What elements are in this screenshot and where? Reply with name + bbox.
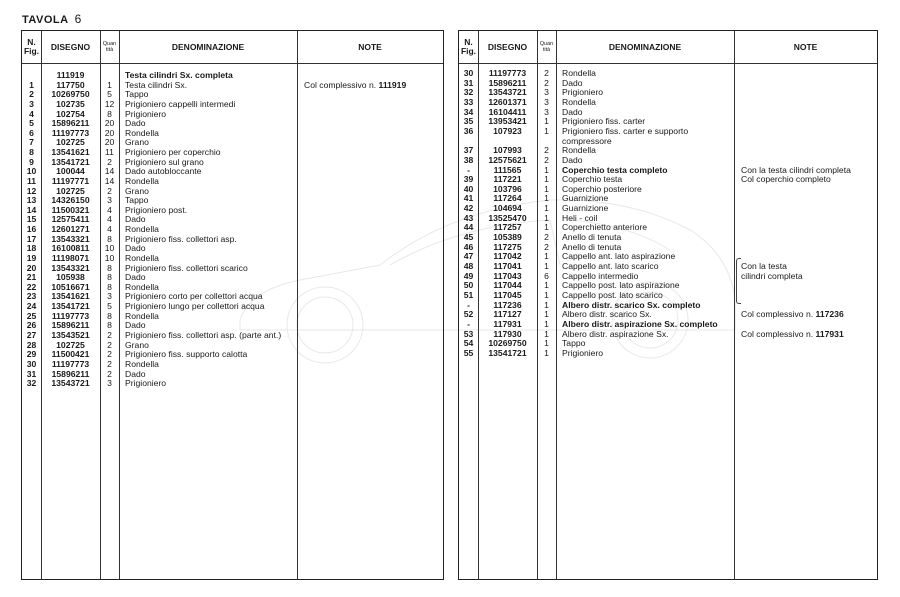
fig-cell: 36 — [463, 125, 474, 136]
qty-cell: 8 — [107, 272, 112, 283]
disegno-cell: 14326150 — [51, 195, 90, 206]
fig-cell: 6 — [29, 127, 34, 138]
disegno-cell: 102725 — [56, 185, 85, 196]
qty-cell: 2 — [107, 330, 112, 340]
qty-cell: 11 — [105, 147, 114, 158]
disegno-cell: 11197773 — [51, 127, 90, 138]
disegno-cell: 111565 — [493, 164, 522, 175]
note-cell: Col complessivo n. 117236 — [741, 309, 844, 320]
table-row — [22, 129, 443, 139]
parts-table-right — [458, 30, 878, 580]
denominazione-cell: Albero distr. scarico Sx. completo — [562, 299, 701, 310]
note-bracket — [736, 258, 741, 304]
qty-cell: 5 — [107, 301, 112, 312]
disegno-cell: 102735 — [56, 98, 85, 109]
denominazione-cell: Rondella — [562, 145, 596, 156]
fig-cell: 55 — [463, 347, 474, 358]
denominazione-cell: Prigioniero — [562, 87, 604, 98]
header-qty: Quan tità — [539, 41, 554, 53]
fig-cell: 31 — [26, 368, 37, 379]
qty-cell: 12 — [104, 98, 115, 109]
denominazione-cell: Anello di tenuta — [562, 232, 622, 243]
parts-table-left — [21, 30, 444, 580]
fig-cell: 17 — [26, 233, 37, 244]
disegno-cell: 12575621 — [488, 154, 527, 165]
disegno-cell: 102754 — [56, 108, 85, 119]
qty-cell: 3 — [544, 87, 549, 98]
disegno-cell: 13543721 — [488, 87, 527, 98]
note-cell: cilindri completa — [741, 270, 803, 281]
table-row — [459, 349, 877, 359]
fig-cell: 27 — [26, 330, 37, 340]
disegno-cell: 13541721 — [51, 301, 90, 312]
disegno-cell: 12575411 — [51, 214, 90, 225]
table-row — [22, 177, 443, 187]
qty-cell: 4 — [107, 204, 112, 215]
qty-cell: 10 — [104, 252, 115, 263]
disegno-cell: 13541621 — [51, 291, 90, 302]
denominazione-cell: Grano — [125, 137, 149, 148]
denominazione-cell: Prigioniero fiss. collettori asp. — [125, 233, 237, 244]
qty-cell: 1 — [544, 193, 549, 204]
disegno-cell: 107923 — [493, 125, 522, 136]
fig-cell: 18 — [26, 243, 37, 254]
denominazione-cell: Rondella — [125, 310, 159, 321]
fig-cell: 21 — [26, 272, 37, 283]
fig-cell: 11 — [26, 175, 37, 186]
qty-cell: 8 — [107, 310, 112, 321]
fig-cell: 41 — [463, 193, 474, 204]
qty-cell: 1 — [544, 164, 549, 175]
denominazione-cell: Coperchio posteriore — [562, 183, 642, 194]
qty-cell: 20 — [104, 137, 115, 148]
note-cell: Con la testa — [741, 261, 787, 271]
fig-cell: 42 — [463, 203, 474, 214]
qty-cell: 14 — [104, 166, 115, 177]
qty-cell: 20 — [104, 118, 115, 129]
denominazione-cell: Rondella — [125, 127, 159, 138]
header-qty: Quan tità — [102, 41, 117, 53]
disegno-cell: 15896211 — [51, 320, 90, 331]
disegno-cell: 107993 — [493, 145, 522, 156]
disegno-cell: 11500421 — [51, 349, 90, 360]
fig-cell: 12 — [26, 185, 37, 196]
fig-cell: 31 — [463, 77, 474, 88]
fig-cell: 8 — [29, 147, 34, 158]
denominazione-cell: Guarnizione — [562, 193, 609, 204]
disegno-cell: 105938 — [56, 272, 85, 283]
fig-cell: 37 — [463, 145, 474, 156]
denominazione-cell: Dado autobloccante — [125, 166, 202, 177]
qty-cell: 8 — [107, 320, 112, 331]
denominazione-cell: Prigioniero fiss. collettori scarico — [125, 262, 248, 273]
denominazione-cell: Coperchio testa completo — [562, 164, 668, 175]
note-reference-number: 111919 — [378, 79, 407, 90]
disegno-cell: 117044 — [493, 280, 522, 291]
fig-cell: 34 — [463, 106, 474, 117]
table-row — [22, 100, 443, 110]
qty-cell: 1 — [544, 347, 549, 358]
disegno-cell: 13543721 — [51, 378, 90, 389]
table-row — [22, 264, 443, 274]
qty-cell: 1 — [544, 203, 549, 214]
note-reference-number: 117931 — [815, 328, 844, 339]
disegno-cell: 11198071 — [51, 252, 90, 263]
fig-cell: 26 — [26, 320, 37, 331]
fig-cell: 45 — [463, 232, 474, 243]
denominazione-cell: Grano — [125, 185, 149, 196]
qty-cell: 14 — [104, 175, 115, 186]
disegno-cell: 11197773 — [51, 310, 90, 321]
denominazione-cell: Dado — [125, 272, 146, 283]
disegno-cell: 11197773 — [51, 358, 90, 369]
denominazione-cell: Dado — [125, 243, 146, 254]
fig-cell: 2 — [29, 89, 34, 100]
disegno-cell: 117264 — [493, 193, 522, 204]
fig-cell: 24 — [26, 301, 37, 312]
qty-cell: 4 — [107, 224, 112, 235]
denominazione-cell: Albero distr. aspirazione Sx. completo — [562, 318, 718, 329]
header-fig: N. Fig. — [23, 37, 40, 56]
disegno-cell: 13541721 — [488, 347, 527, 358]
fig-cell: 30 — [463, 68, 474, 78]
qty-cell: 2 — [107, 368, 112, 379]
header-note: NOTE — [793, 41, 818, 52]
disegno-cell: 100044 — [56, 166, 85, 177]
fig-cell: 4 — [29, 108, 34, 119]
denominazione-cell: Prigioniero corto per collettori acqua — [125, 291, 263, 302]
fig-cell: 7 — [29, 137, 34, 148]
fig-cell: 28 — [26, 339, 37, 350]
disegno-cell: 117236 — [493, 299, 522, 310]
denominazione-cell: Prigioniero fiss. carter — [562, 116, 646, 127]
qty-cell: 2 — [107, 358, 112, 369]
qty-cell: 1 — [544, 289, 549, 300]
denominazione-cell: Cappello ant. lato scarico — [562, 261, 659, 271]
qty-cell: 10 — [104, 243, 115, 254]
qty-cell: 3 — [544, 96, 549, 107]
fig-cell: 47 — [463, 251, 474, 262]
fig-cell: - — [467, 318, 470, 329]
fig-cell: 32 — [26, 378, 37, 389]
qty-cell: 2 — [544, 145, 549, 156]
fig-cell: 35 — [463, 116, 474, 127]
qty-cell: 1 — [544, 174, 549, 185]
disegno-cell: 105389 — [493, 232, 522, 243]
qty-cell: 2 — [107, 349, 112, 360]
disegno-cell: 16104411 — [488, 106, 527, 117]
fig-cell: 40 — [463, 183, 474, 194]
denominazione-cell: Coperchio testa — [562, 174, 623, 185]
disegno-cell: 12601271 — [51, 224, 90, 235]
denominazione-cell: Dado — [125, 118, 146, 129]
qty-cell: 5 — [107, 89, 112, 100]
fig-cell: 22 — [26, 281, 37, 292]
denominazione-cell: Albero distr. scarico Sx. — [562, 309, 652, 320]
qty-cell: 2 — [544, 154, 549, 165]
denominazione-cell: Prigioniero lungo per collettori acqua — [125, 301, 265, 312]
note-cell: Col complessivo n. 111919 — [304, 79, 407, 90]
denominazione-cell: Cappello ant. lato aspirazione — [562, 251, 676, 262]
disegno-cell: 111919 — [56, 70, 85, 80]
table-row — [22, 331, 443, 341]
qty-cell: 3 — [107, 378, 112, 389]
disegno-cell: 13541721 — [51, 156, 90, 167]
denominazione-cell: Dado — [125, 320, 146, 331]
disegno-cell: 117221 — [493, 174, 522, 185]
header-denominazione: DENOMINAZIONE — [608, 41, 682, 52]
denominazione-cell: Rondella — [562, 96, 596, 107]
qty-cell: 1 — [544, 183, 549, 194]
denominazione-cell: Grano — [125, 339, 149, 350]
header-fig: N. Fig. — [460, 37, 477, 56]
qty-cell: 1 — [544, 116, 549, 127]
disegno-cell: 13525470 — [488, 212, 527, 223]
qty-cell: 3 — [107, 195, 112, 206]
qty-cell: 1 — [544, 222, 549, 233]
denominazione-cell: Rondella — [125, 281, 159, 292]
fig-cell: 29 — [26, 349, 37, 360]
disegno-cell: 102725 — [56, 137, 85, 148]
disegno-cell: 117275 — [493, 241, 522, 252]
fig-cell: 32 — [463, 87, 474, 98]
fig-cell: 3 — [29, 98, 34, 109]
header-disegno: DISEGNO — [487, 41, 528, 52]
table-row — [459, 156, 877, 166]
disegno-cell: 117931 — [493, 318, 522, 329]
denominazione-cell: Testa cilindri Sx. completa — [125, 70, 233, 80]
qty-cell: 2 — [544, 232, 549, 243]
qty-cell: 3 — [544, 106, 549, 117]
fig-cell: 49 — [463, 270, 474, 281]
qty-cell: 1 — [544, 338, 549, 349]
qty-cell: 4 — [107, 214, 112, 225]
fig-cell: 20 — [26, 262, 37, 273]
page-title-label: TAVOLA — [22, 14, 69, 26]
denominazione-cell: Prigioniero cappelli intermedi — [125, 98, 236, 109]
denominazione-cell: Prigioniero fiss. supporto calotta — [125, 349, 248, 360]
qty-cell: 8 — [107, 108, 112, 119]
denominazione-cell: Testa cilindri Sx. — [125, 79, 188, 90]
qty-cell: 8 — [107, 262, 112, 273]
qty-cell: 2 — [107, 185, 112, 196]
denominazione-cell: Anello di tenuta — [562, 241, 622, 252]
denominazione-cell: Rondella — [125, 175, 159, 186]
fig-cell: 16 — [26, 224, 37, 235]
disegno-cell: 117041 — [493, 261, 522, 271]
table-number: 6 — [74, 12, 82, 26]
fig-cell: 23 — [26, 291, 37, 302]
fig-cell: 50 — [463, 280, 474, 291]
qty-cell: 2 — [544, 241, 549, 252]
qty-cell: 2 — [544, 68, 549, 78]
disegno-cell: 102725 — [56, 339, 85, 350]
qty-cell: 1 — [544, 309, 549, 320]
fig-cell: 48 — [463, 261, 474, 271]
denominazione-cell: Prigioniero sul grano — [125, 156, 204, 167]
fig-cell: 44 — [463, 222, 474, 233]
denominazione-cell: Rondella — [125, 224, 159, 235]
fig-cell: 30 — [26, 358, 37, 369]
qty-cell: 20 — [104, 127, 115, 138]
disegno-cell: 10516671 — [51, 281, 90, 292]
disegno-cell: 117127 — [493, 309, 522, 320]
disegno-cell: 13541621 — [51, 147, 90, 158]
qty-cell: 2 — [107, 156, 112, 167]
fig-cell: 5 — [29, 118, 34, 129]
denominazione-cell: Prigioniero — [562, 347, 604, 358]
disegno-cell: 16100811 — [51, 243, 90, 254]
denominazione-cell: Prigioniero fiss. collettori asp. (parte ant.) — [125, 330, 282, 340]
fig-cell: 14 — [26, 204, 37, 215]
fig-cell: 13 — [26, 195, 37, 206]
denominazione-cell: Coperchietto anteriore — [562, 222, 648, 233]
disegno-cell: 10269750 — [51, 89, 90, 100]
disegno-cell: 117042 — [493, 251, 522, 262]
disegno-cell: 104694 — [493, 203, 522, 214]
fig-cell: 43 — [463, 212, 474, 223]
denominazione-cell: Cappello post. lato aspirazione — [562, 280, 680, 291]
disegno-cell: 15896211 — [51, 118, 90, 129]
qty-cell: 1 — [107, 79, 112, 90]
denominazione-cell: Prigioniero post. — [125, 204, 188, 215]
table-row — [22, 158, 443, 168]
fig-cell: 38 — [463, 154, 474, 165]
denominazione-cell: Prigioniero — [125, 108, 167, 119]
disegno-cell: 13543521 — [51, 330, 90, 340]
note-reference-number: 117236 — [815, 309, 844, 320]
qty-cell: 2 — [107, 339, 112, 350]
disegno-cell: 103796 — [493, 183, 522, 194]
fig-cell: 54 — [463, 338, 474, 349]
denominazione-cell: Dado — [562, 106, 583, 117]
fig-cell: 15 — [26, 214, 37, 225]
qty-cell: 1 — [544, 299, 549, 310]
denominazione-cell: Prigioniero — [125, 378, 167, 389]
disegno-cell: 117043 — [493, 270, 522, 281]
fig-cell: 19 — [26, 252, 37, 263]
denominazione-cell: Dado — [125, 368, 146, 379]
fig-cell: - — [467, 164, 470, 175]
denominazione-cell: Heli - coil — [562, 212, 598, 223]
table-row — [22, 379, 443, 389]
fig-cell: 10 — [26, 166, 37, 177]
fig-cell: 52 — [463, 309, 474, 320]
disegno-cell: 13953421 — [488, 116, 527, 127]
table-row — [459, 127, 877, 137]
disegno-cell: 117045 — [493, 289, 522, 300]
disegno-cell: 15896211 — [51, 368, 90, 379]
qty-cell: 1 — [544, 251, 549, 262]
fig-cell: 9 — [29, 156, 34, 167]
disegno-cell: 117257 — [493, 222, 522, 233]
note-cell: Col coperchio completo — [741, 174, 831, 185]
disegno-cell: 11197773 — [488, 68, 527, 78]
disegno-cell: 11197771 — [51, 175, 90, 186]
denominazione-cell: Tappo — [125, 195, 149, 206]
denominazione-cell: Guarnizione — [562, 203, 609, 214]
qty-cell: 1 — [544, 318, 549, 329]
qty-cell: 1 — [544, 212, 549, 223]
qty-cell: 2 — [544, 77, 549, 88]
qty-cell: 8 — [107, 281, 112, 292]
qty-cell: 1 — [544, 328, 549, 339]
note-cell: Con la testa cilindri completa — [741, 164, 851, 175]
qty-cell: 1 — [544, 261, 549, 271]
qty-cell: 8 — [107, 233, 112, 244]
denominazione-cell: Rondella — [125, 252, 159, 263]
fig-cell: - — [467, 299, 470, 310]
qty-cell: 1 — [544, 125, 549, 136]
denominazione-cell: Dado — [562, 77, 583, 88]
header-disegno: DISEGNO — [50, 41, 91, 52]
page-title — [22, 12, 82, 26]
disegno-cell: 15896211 — [488, 77, 527, 88]
qty-cell: 1 — [544, 280, 549, 291]
denominazione-cell: Dado — [125, 214, 146, 225]
note-cell: Col complessivo n. 117931 — [741, 328, 844, 339]
disegno-cell: 117750 — [56, 79, 85, 90]
disegno-cell: 117930 — [493, 328, 522, 339]
denominazione-cell: Dado — [562, 154, 583, 165]
header-note: NOTE — [358, 41, 382, 52]
disegno-cell: 13543321 — [51, 233, 90, 244]
fig-cell: 51 — [463, 289, 474, 300]
disegno-cell: 11500321 — [51, 204, 90, 215]
denominazione-cell: Cappello post. lato scarico — [562, 289, 663, 300]
fig-cell: 39 — [463, 174, 474, 185]
header-denominazione: DENOMINAZIONE — [171, 41, 245, 52]
qty-cell: 6 — [544, 270, 549, 281]
disegno-cell: 13543321 — [51, 262, 90, 273]
denominazione-cell: Prigioniero fiss. carter e supporto — [562, 125, 689, 136]
denominazione-cell: Tappo — [562, 338, 586, 349]
denominazione-cell: compressore — [562, 135, 612, 146]
fig-cell: 1 — [29, 79, 34, 90]
fig-cell: 25 — [26, 310, 37, 321]
denominazione-cell: Tappo — [125, 89, 149, 100]
denominazione-cell: Cappello intermedio — [562, 270, 639, 281]
denominazione-cell: Rondella — [125, 358, 159, 369]
denominazione-cell: Prigioniero per coperchio — [125, 147, 221, 158]
fig-cell: 46 — [463, 241, 474, 252]
fig-cell: 33 — [463, 96, 474, 107]
denominazione-cell: Albero distr. aspirazione Sx. — [562, 328, 669, 339]
fig-cell: 53 — [463, 328, 474, 339]
qty-cell: 3 — [107, 291, 112, 302]
disegno-cell: 12601371 — [488, 96, 527, 107]
disegno-cell: 10269750 — [488, 338, 527, 349]
denominazione-cell: Rondella — [562, 68, 596, 78]
